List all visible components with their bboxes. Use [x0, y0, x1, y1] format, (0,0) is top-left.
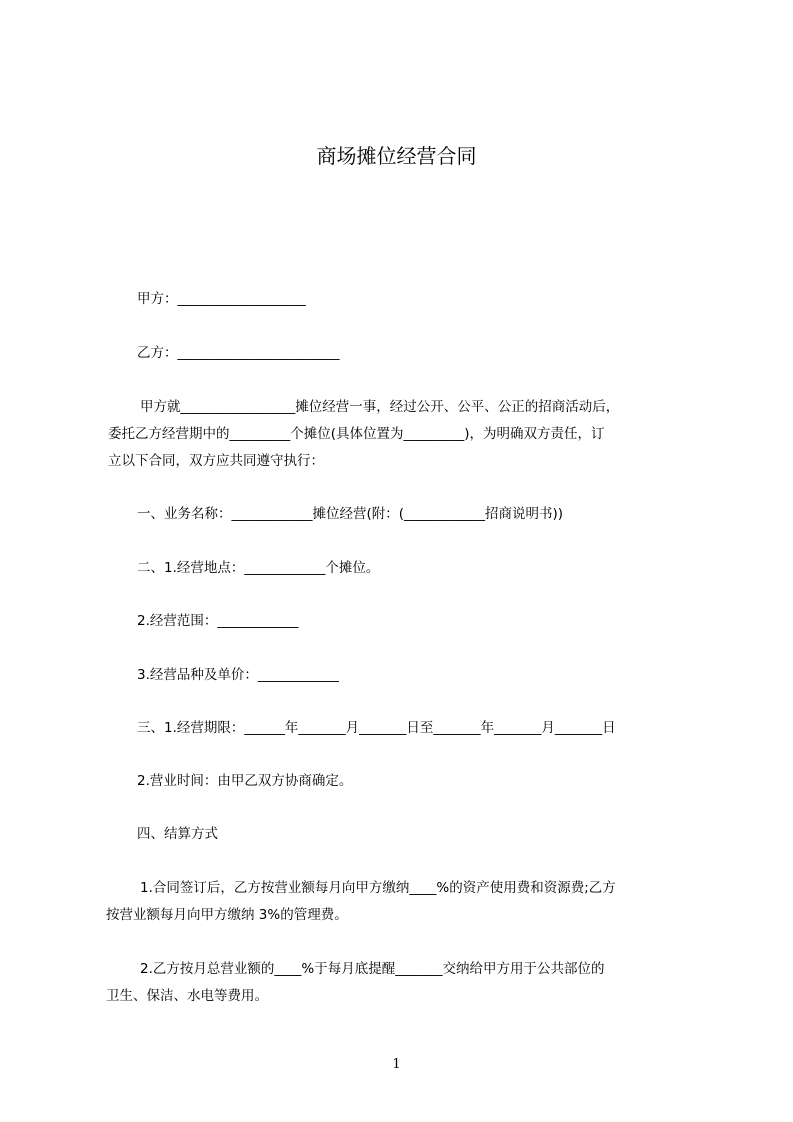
- clause-1-business-name: 一、业务名称：____________摊位经营(附：(____________招商说明书)): [137, 506, 564, 522]
- clause-4-item-2-line-2: 卫生、保洁、水电等费用。: [106, 988, 268, 1004]
- intro-paragraph-line-1: 甲方就_________________摊位经营一事，经过公开、公平、公正的招商活动后，: [140, 399, 620, 415]
- page-number: 1: [392, 1057, 401, 1072]
- party-a-line: 甲方：___________________: [137, 291, 306, 307]
- clause-2-location: 二、1.经营地点：____________个摊位。: [137, 560, 380, 576]
- clause-4-item-1-line-1: 1.合同签订后，乙方按营业额每月向甲方缴纳____%的资产使用费和资源费;乙方: [140, 880, 616, 896]
- clause-2-items-price: 3.经营品种及单价：____________: [137, 667, 339, 683]
- clause-4-item-2-line-1: 2.乙方按月总营业额的____%于每月底提醒_______交纳给甲方用于公共部位的: [140, 961, 605, 977]
- clause-4-heading: 四、结算方式: [137, 826, 218, 842]
- clause-3-hours: 2.营业时间：由甲乙双方协商确定。: [137, 773, 353, 789]
- intro-paragraph-line-3: 立以下合同，双方应共同遵守执行：: [108, 453, 324, 469]
- document-title: 商场摊位经营合同: [316, 144, 477, 168]
- clause-4-item-1-line-2: 按营业额每月向甲方缴纳 3%的管理费。: [106, 907, 348, 923]
- party-b-line: 乙方：________________________: [137, 345, 340, 361]
- clause-3-period: 三、1.经营期限：______年_______月_______日至_______年_______月_______日: [137, 720, 616, 736]
- intro-paragraph-line-2: 委托乙方经营期中的_________个摊位(具体位置为_________)，为明确双方责任，订: [108, 426, 605, 442]
- clause-2-scope: 2.经营范围：____________: [137, 613, 299, 629]
